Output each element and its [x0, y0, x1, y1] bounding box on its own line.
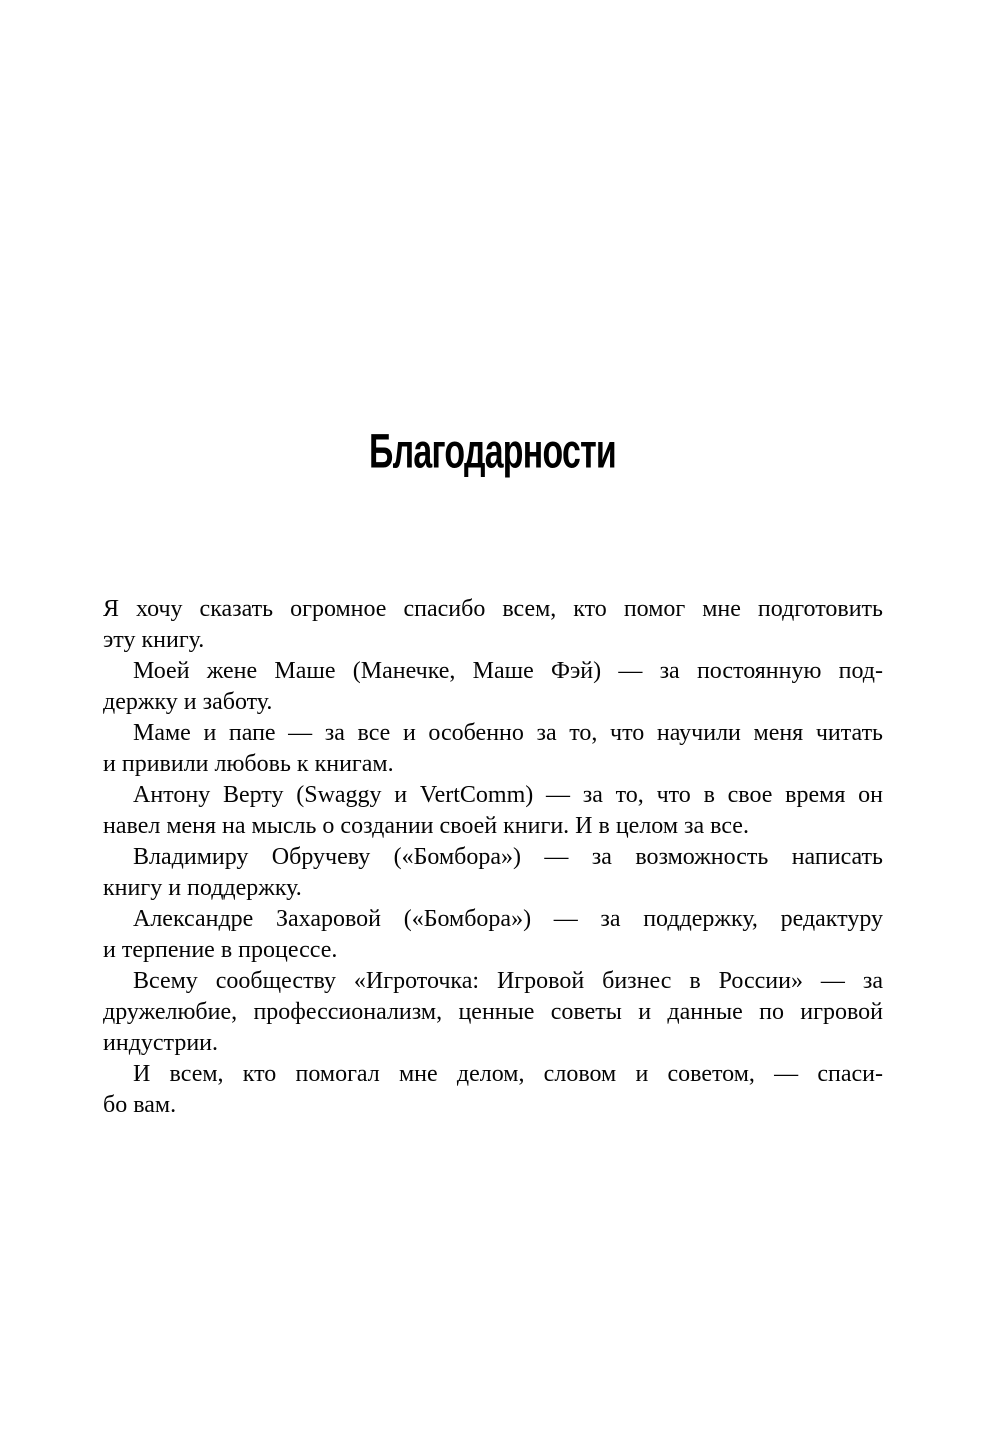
- text-line: индустрии.: [103, 1030, 219, 1056]
- text-line: Всему сообществу «Игроточка: Игровой бизнес в России» — за: [133, 968, 883, 994]
- text-line: эту книгу.: [103, 627, 205, 653]
- text-line: бо вам.: [103, 1092, 177, 1118]
- text-line: Владимиру Обручеву («Бомбора») — за возможность написать: [133, 844, 883, 870]
- paragraph: [103, 718, 883, 780]
- text-line: навел меня на мысль о создании своей книги. И в целом за все.: [103, 813, 749, 839]
- paragraph: [103, 1059, 883, 1121]
- text-line: дружелюбие, профессионализм, ценные советы и данные по игровой: [103, 999, 883, 1025]
- text-line: книгу и поддержку.: [103, 875, 302, 901]
- text-line: Антону Верту (Swaggy и VertComm) — за то, что в свое время он: [133, 782, 883, 808]
- text-line: и терпение в процессе.: [103, 937, 338, 963]
- paragraph: [103, 594, 883, 656]
- paragraph: [103, 780, 883, 842]
- paragraph: [103, 842, 883, 904]
- body-text: [103, 594, 883, 1121]
- text-line: Маме и папе — за все и особенно за то, что научили меня читать: [133, 720, 883, 746]
- text-line: Моей жене Маше (Манечке, Маше Фэй) — за постоянную под-: [133, 658, 883, 684]
- paragraph: [103, 904, 883, 966]
- text-line: И всем, кто помогал мне делом, словом и советом, — спаси-: [133, 1061, 883, 1087]
- paragraph: [103, 656, 883, 718]
- chapter-title: Благодарности: [369, 423, 617, 478]
- chapter-title-wrap: [0, 424, 986, 482]
- text-line: держку и заботу.: [103, 689, 273, 715]
- text-line: Александре Захаровой («Бомбора») — за поддержку, редактуру: [133, 906, 883, 932]
- text-line: и привили любовь к книгам.: [103, 751, 394, 777]
- text-line: Я хочу сказать огромное спасибо всем, кто помог мне подготовить: [103, 596, 883, 622]
- paragraph: [103, 966, 883, 1059]
